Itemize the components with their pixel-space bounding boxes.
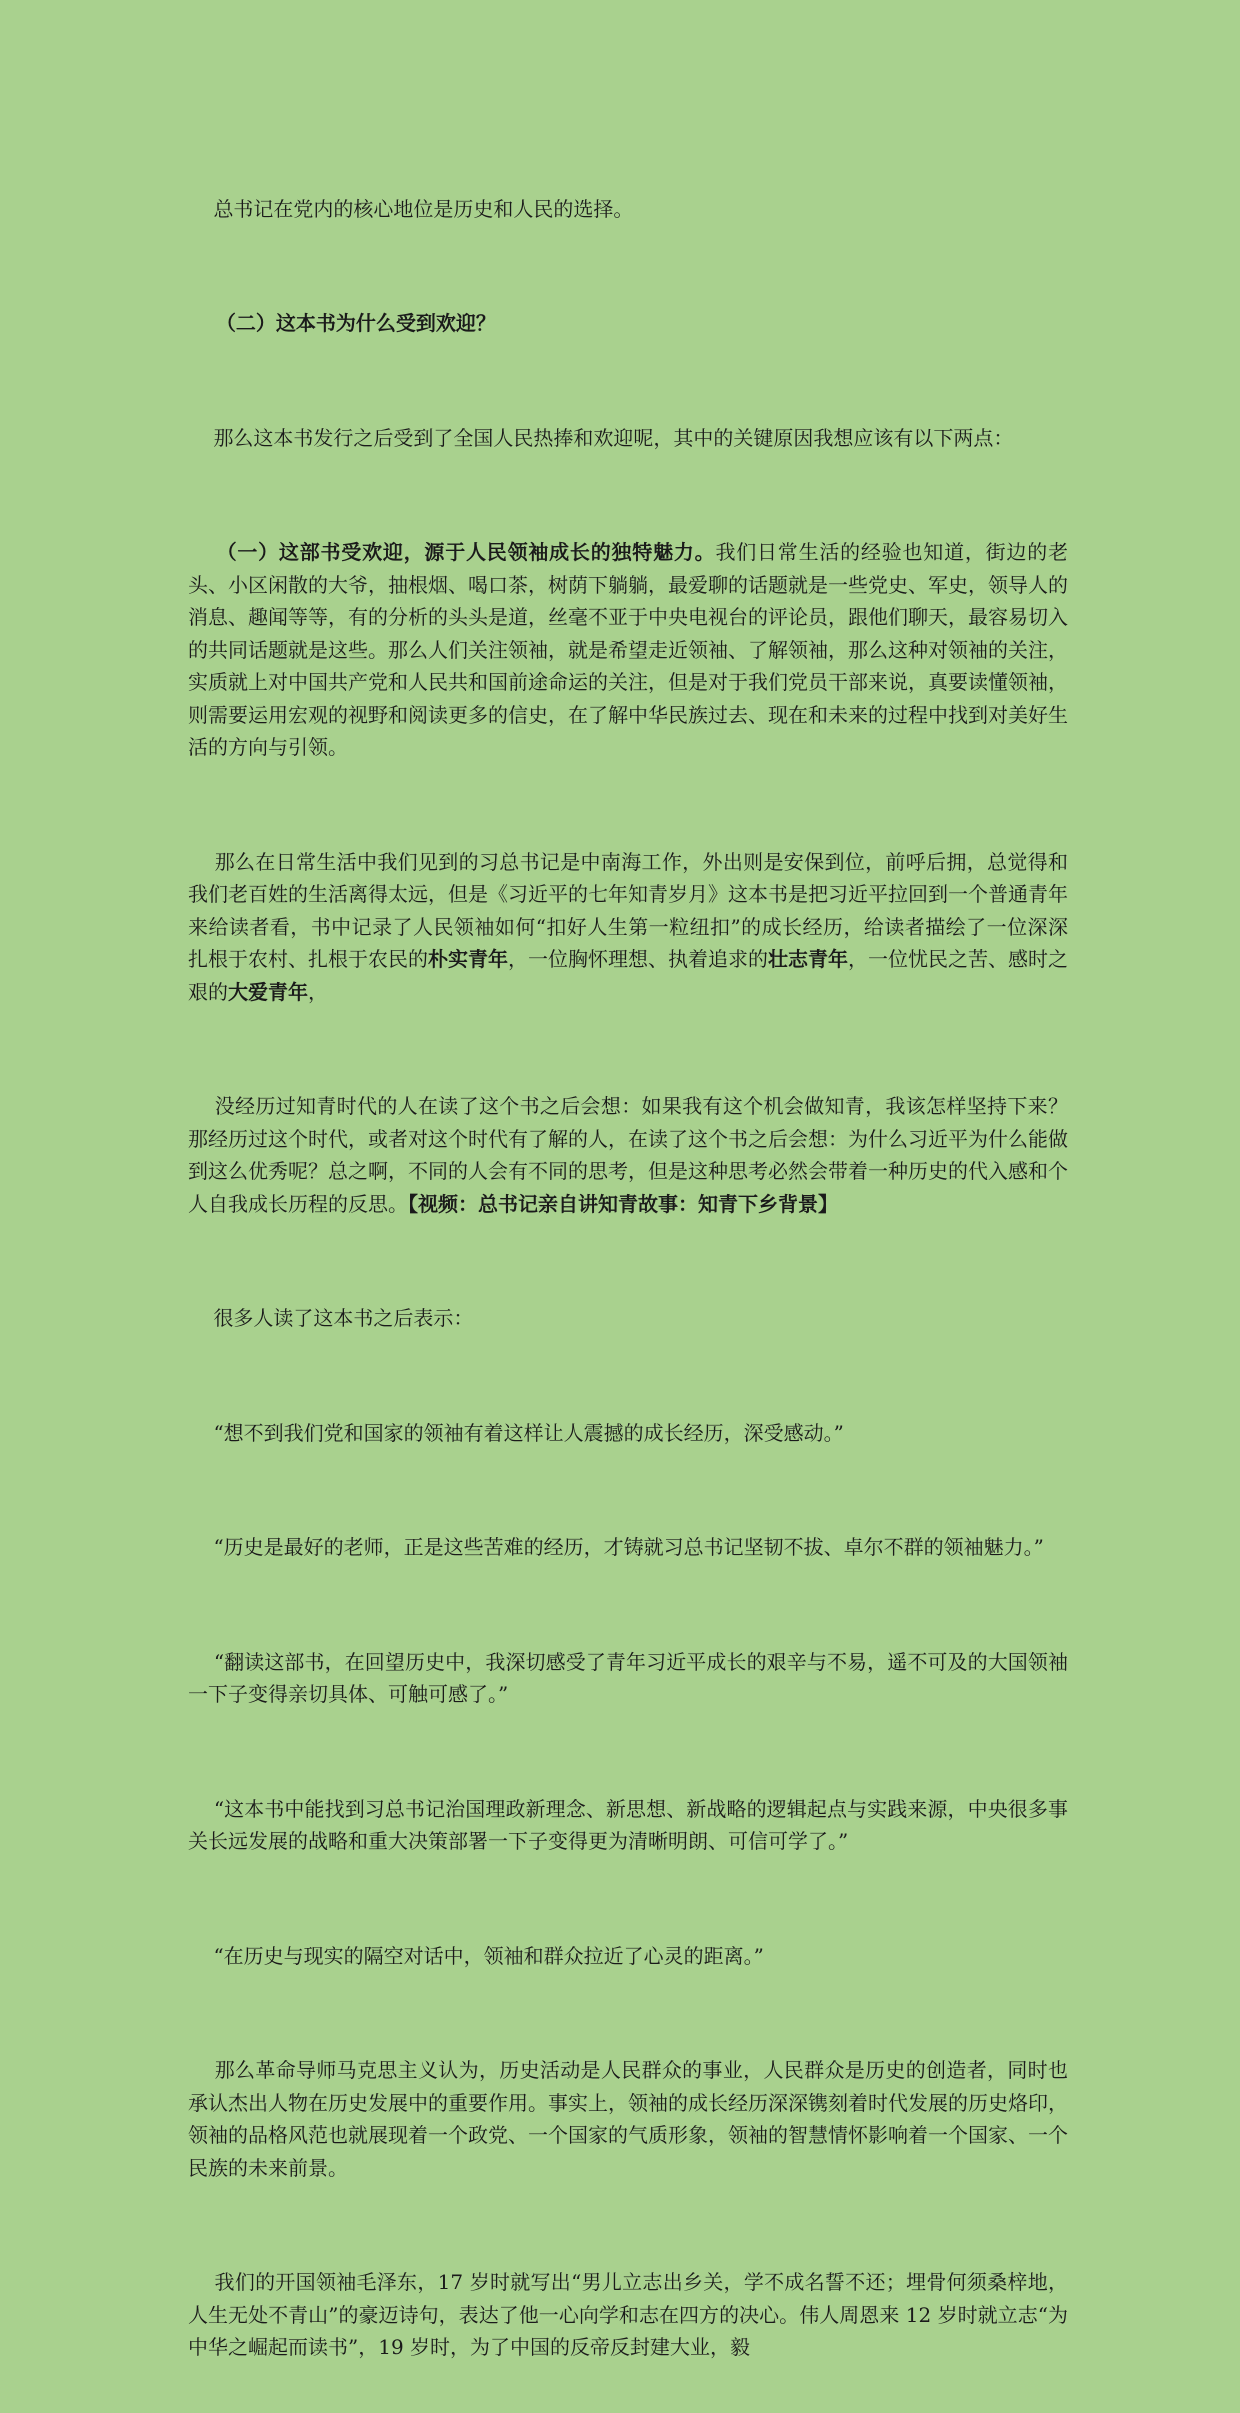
paragraph-text: 我们的开国领袖毛泽东，17 岁时就写出“男儿立志出乡关，学不成名誓不还；埋骨何须桑梓地，人生无处不青山”的豪迈诗句，表达了他一心向学和志在四方的决心。伟人周恩来 12 岁时就立志“为中华之崛起而读书”，19 岁时，为了中国的反帝反封建大业，毅 [188, 2270, 1068, 2359]
quote-reading-book [188, 1613, 1068, 1743]
paragraph-text: ，一位忧民之苦、感时之艰的 [188, 947, 1068, 1004]
quote-text: “翻读这部书，在回望历史中，我深切感受了青年习近平成长的艰辛与不易，遥不可及的大国领袖一下子变得亲切具体、可触可感了。” [188, 1649, 1068, 1706]
video-note: 【视频：总书记亲自讲知青故事：知青下乡背景】 [408, 1191, 838, 1216]
paragraph-text: 没经历过知青时代的人在读了这个书之后会想：如果我有这个机会做知青，我该怎样坚持下来？那经历过这个时代，或者对这个时代有了解的人，在读了这个书之后会想：为什么习近平为什么能做到这么优秀呢？总之啊，不同的人会有不同的思考，但是这种思考必然会带着一种历史的代入感和个人自我成长历程的反思。 [188, 1094, 1069, 1216]
paragraph-text: ，一位胸怀理想、执着追求的 [508, 947, 768, 971]
emphasis-simple-youth: 朴实青年 [428, 947, 508, 971]
quote-text: “这本书中能找到习总书记治国理政新理念、新思想、新战略的逻辑起点与实践来源，中央很多事关长远发展的战略和重大决策部署一下子变得更为清晰明朗、可信可学了。” [188, 1796, 1068, 1853]
quote-moved [188, 1384, 1068, 1482]
quote-text: “在历史与现实的隔空对话中，领袖和群众拉近了心灵的距离。” [213, 1943, 764, 1968]
paragraph-reader-reflection [188, 1058, 1068, 1253]
document-page [188, 160, 1068, 2413]
paragraph-reason-one [188, 504, 1068, 797]
paragraph-text: 那么这本书发行之后受到了全国人民热捧和欢迎呢，其中的关键原因我想应该有以下两点： [213, 425, 1014, 450]
paragraph-book-portrait [188, 813, 1068, 1041]
paragraph-text: 那么革命导师马克思主义认为，历史活动是人民群众的事业，人民群众是历史的创造者，同时也承认杰出人物在历史发展中的重要作用。事实上，领袖的成长经历深深镌刻着时代发展的历史烙印，领袖的品格风范也就展现着一个政党、一个国家的气质形象，领袖的智慧情怀影响着一个国家、一个民族的未来前景。 [188, 2058, 1069, 2180]
quote-dialogue [188, 1907, 1068, 2005]
quote-text: “想不到我们党和国家的领袖有着这样让人震撼的成长经历，深受感动。” [213, 1420, 844, 1445]
paragraph-text: 总书记在党内的核心地位是历史和人民的选择。 [213, 196, 634, 221]
paragraph-two-reasons [188, 389, 1068, 487]
quote-text: “历史是最好的老师，正是这些苦难的经历，才铸就习总书记坚韧不拔、卓尔不群的领袖魅力。” [213, 1535, 1044, 1559]
reason-one-title: （一）这部书受欢迎，源于人民领袖成长的独特魅力。 [216, 540, 716, 564]
paragraph-text: 那么在日常生活中我们见到的习总书记是中南海工作，外出则是安保到位，前呼后拥，总觉得和我们老百姓的生活离得太远，但是《习近平的七年知青岁月》这本书是把习近平拉回到一个普通青年来给读者看，书中记录了人民领袖如何“扣好人生第一粒纽扣”的成长经历，给读者描绘了一位深深扎根于农村、扎根于农民的 [188, 849, 1069, 971]
paragraph-text: ， [308, 979, 328, 1004]
quote-governance-origin [188, 1760, 1068, 1890]
paragraph-readers-said [188, 1270, 1068, 1368]
emphasis-ambitious-youth: 壮志青年 [768, 947, 848, 971]
paragraph-founding-leaders [188, 2234, 1068, 2397]
paragraph-text: 很多人读了这本书之后表示： [213, 1306, 474, 1330]
paragraph-core-position [188, 160, 1068, 258]
quote-history-teacher [188, 1499, 1068, 1597]
section-heading-why-welcomed [188, 275, 1068, 373]
paragraph-text: 我们日常生活的经验也知道，街边的老头、小区闲散的大爷，抽根烟、喝口茶，树荫下躺躺，最爱聊的话题就是一些党史、军史，领导人的消息、趣闻等等，有的分析的头头是道，丝毫不亚于中央电视台的评论员，跟他们聊天，最容易切入的共同话题就是这些。那么人们关注领袖，就是希望走近领袖、了解领袖，那么这种对领袖的关注，实质就上对中国共产党和人民共和国前途命运的关注，但是对于我们党员干部来说，真要读懂领袖，则需要运用宏观的视野和阅读更多的信史，在了解中华民族过去、现在和未来的过程中找到对美好生活的方向与引领。 [188, 540, 1069, 759]
paragraph-marxism-view [188, 2022, 1068, 2217]
heading-text: （二）这本书为什么受到欢迎？ [215, 311, 496, 335]
emphasis-caring-youth: 大爱青年 [228, 979, 308, 1004]
